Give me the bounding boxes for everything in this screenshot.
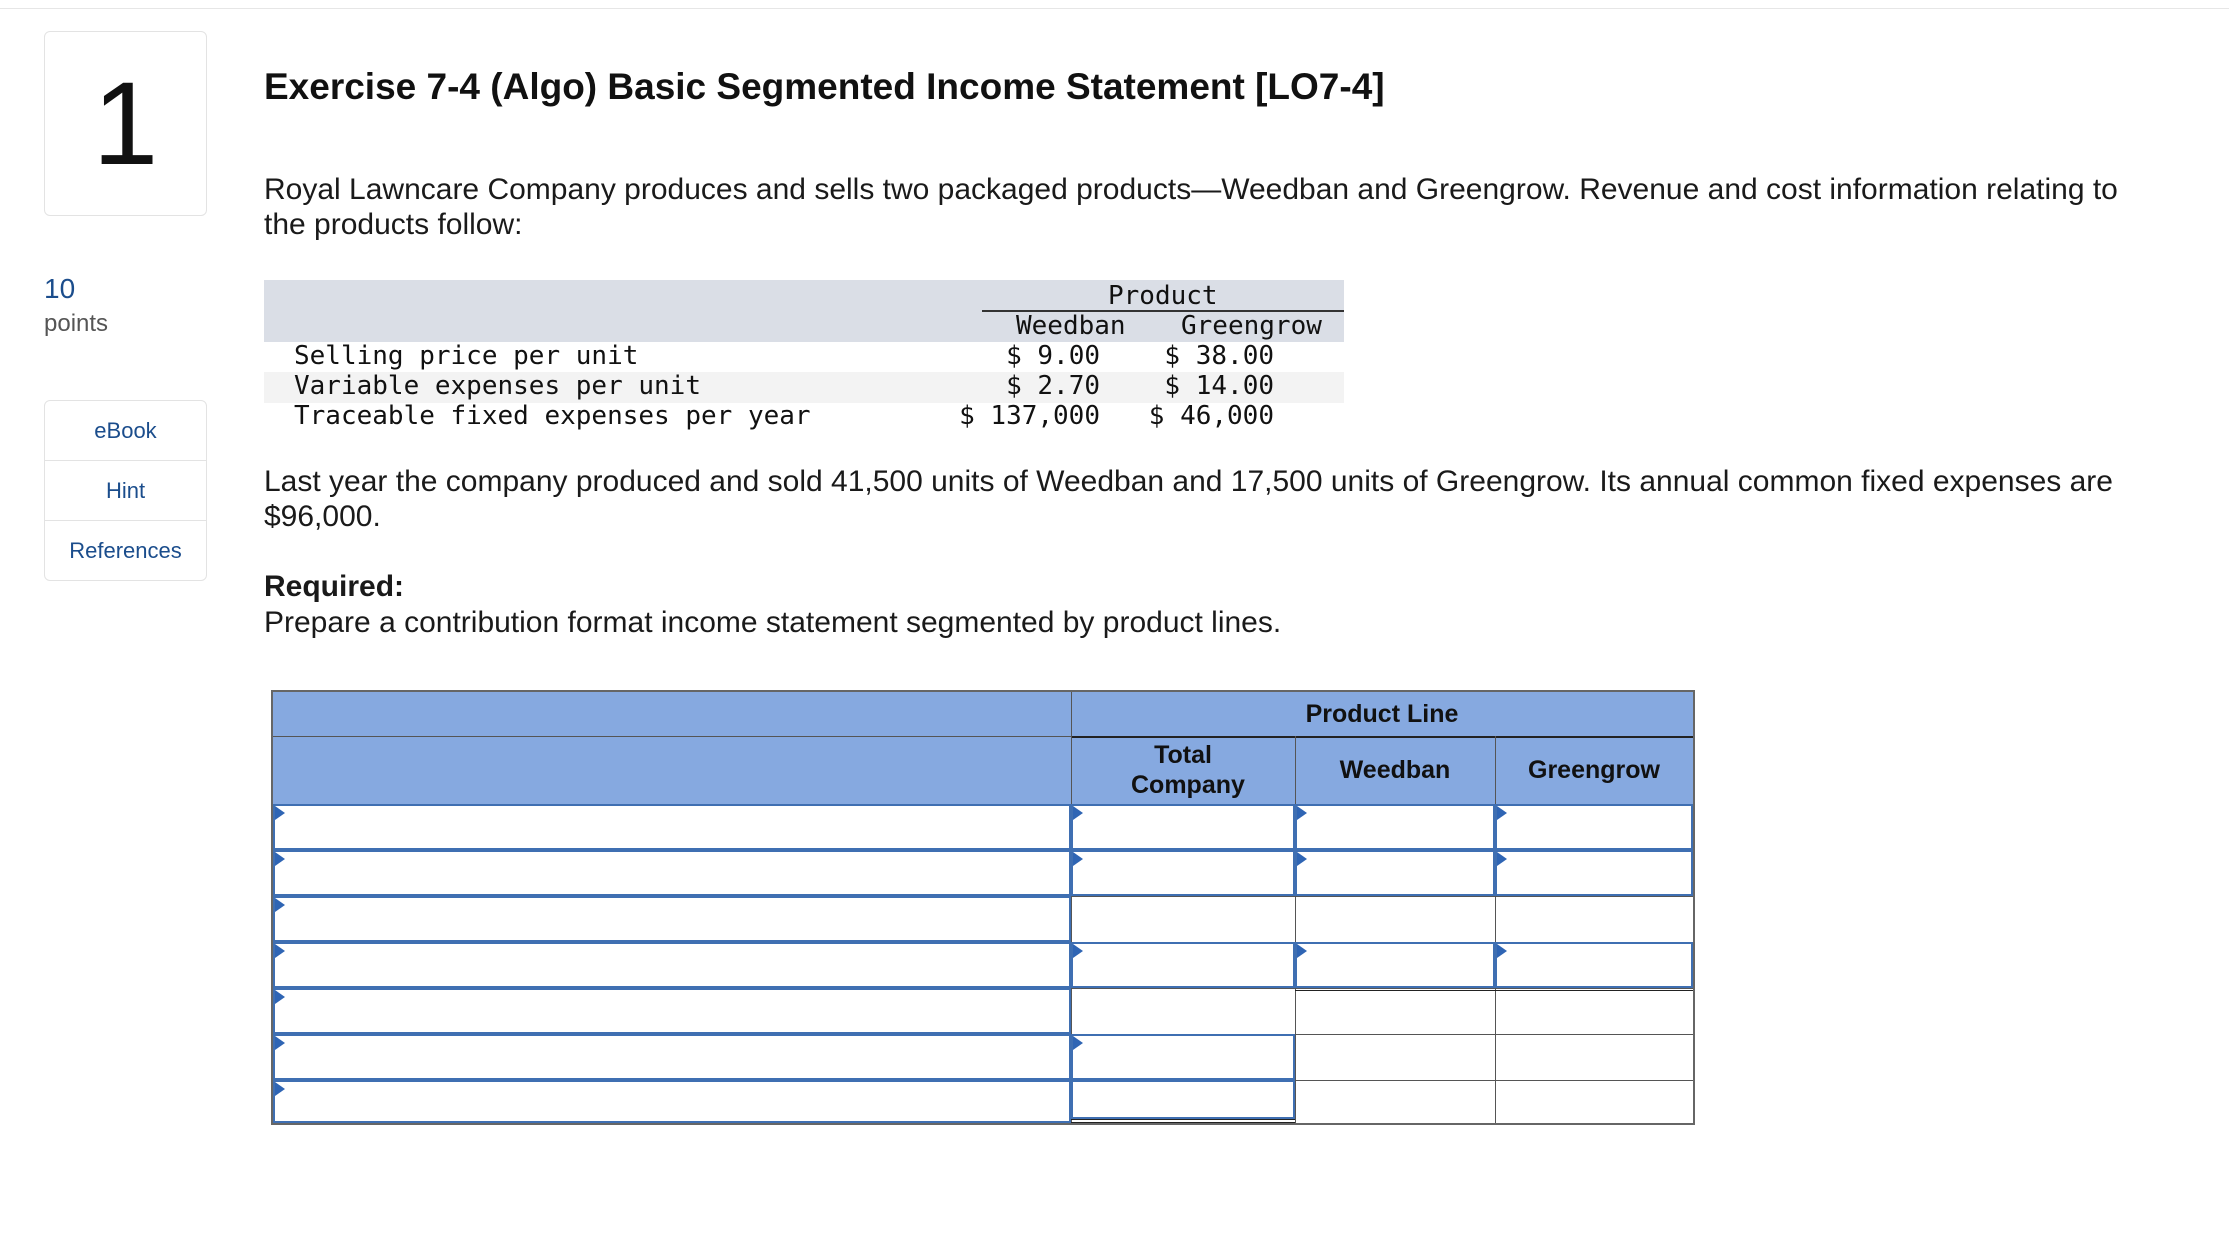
- row-value-weedban: $ 9.00: [1006, 341, 1100, 371]
- question-number: 1: [44, 31, 207, 216]
- input-marker-icon: [1073, 944, 1083, 958]
- ebook-link[interactable]: eBook: [45, 401, 206, 461]
- double-underline: [1071, 1119, 1295, 1123]
- input-marker-icon: [1073, 1036, 1083, 1050]
- row-value-weedban: $ 137,000: [959, 401, 1100, 431]
- row-value-weedban: $ 2.70: [1006, 371, 1100, 401]
- line-item-select[interactable]: [273, 1034, 1071, 1080]
- points-label: points: [44, 310, 109, 337]
- weedban-input[interactable]: [1295, 804, 1495, 850]
- line-item-select[interactable]: [273, 804, 1071, 850]
- top-divider: [0, 8, 2229, 9]
- col-header-weedban: Weedban: [1016, 311, 1126, 341]
- col-divider: [1295, 736, 1296, 1123]
- weedban-header: Weedban: [1339, 756, 1451, 784]
- row-value-greengrow: $ 38.00: [1164, 341, 1274, 371]
- production-paragraph: Last year the company produced and sold 41,500 units of Weedban and 17,500 units of Greengrow. Its annual common fixed expenses are $96,000.: [264, 465, 2113, 533]
- total-company-input[interactable]: [1071, 1034, 1295, 1080]
- total-company-input[interactable]: [1071, 1080, 1295, 1119]
- greengrow-input[interactable]: [1495, 804, 1693, 850]
- product-line-header: Product Line: [1305, 700, 1459, 728]
- input-marker-icon: [1297, 806, 1307, 820]
- product-group-header: Product: [1108, 281, 1218, 311]
- product-line-underline: [1071, 736, 1693, 738]
- line-item-select[interactable]: [273, 896, 1071, 942]
- greengrow-header: Greengrow: [1528, 756, 1660, 784]
- total-company-input[interactable]: [1071, 850, 1295, 896]
- row-value-greengrow: $ 46,000: [1148, 401, 1274, 431]
- row-value-greengrow: $ 14.00: [1164, 371, 1274, 401]
- weedban-input[interactable]: [1295, 942, 1495, 988]
- row-label: Variable expenses per unit: [294, 371, 701, 401]
- row-label: Selling price per unit: [294, 341, 639, 371]
- input-marker-icon: [1297, 852, 1307, 866]
- hint-link[interactable]: Hint: [45, 461, 206, 521]
- input-marker-icon: [1497, 944, 1507, 958]
- greengrow-input[interactable]: [1495, 942, 1693, 988]
- dropdown-marker-icon: [275, 1036, 285, 1050]
- row-label: Traceable fixed expenses per year: [294, 401, 811, 431]
- income-statement-grid: [271, 690, 1695, 1125]
- line-item-select[interactable]: [273, 850, 1071, 896]
- input-marker-icon: [1073, 852, 1083, 866]
- weedban-input[interactable]: [1295, 850, 1495, 896]
- total-company-input[interactable]: [1071, 804, 1295, 850]
- total-company-header: Total Company: [1131, 741, 1245, 799]
- dropdown-marker-icon: [275, 1082, 285, 1096]
- line-item-select[interactable]: [273, 1080, 1071, 1123]
- input-marker-icon: [1297, 944, 1307, 958]
- dropdown-marker-icon: [275, 852, 285, 866]
- product-info-table: [264, 280, 1344, 432]
- col-divider: [1495, 736, 1496, 1123]
- dropdown-marker-icon: [275, 806, 285, 820]
- dropdown-marker-icon: [275, 898, 285, 912]
- required-text: Prepare a contribution format income statement segmented by product lines.: [264, 606, 1282, 639]
- points-value: 10: [44, 273, 76, 304]
- input-marker-icon: [1073, 806, 1083, 820]
- line-item-select[interactable]: [273, 942, 1071, 988]
- col-header-greengrow: Greengrow: [1181, 311, 1322, 341]
- exercise-title: Exercise 7-4 (Algo) Basic Segmented Income Statement [LO7-4]: [264, 66, 1385, 107]
- input-marker-icon: [1497, 852, 1507, 866]
- dropdown-marker-icon: [275, 944, 285, 958]
- required-label: Required:: [264, 570, 405, 603]
- header-divider: [273, 736, 1071, 737]
- intro-paragraph: Royal Lawncare Company produces and sells two packaged products—Weedban and Greengrow. Revenue and cost information relating to the products follow:: [264, 173, 2118, 241]
- references-link[interactable]: References: [69, 537, 182, 563]
- row-divider: [1071, 896, 1693, 897]
- line-item-select[interactable]: [273, 988, 1071, 1034]
- greengrow-input[interactable]: [1495, 850, 1693, 896]
- resource-links: [44, 400, 207, 581]
- input-marker-icon: [1497, 806, 1507, 820]
- total-company-input[interactable]: [1071, 942, 1295, 988]
- dropdown-marker-icon: [275, 990, 285, 1004]
